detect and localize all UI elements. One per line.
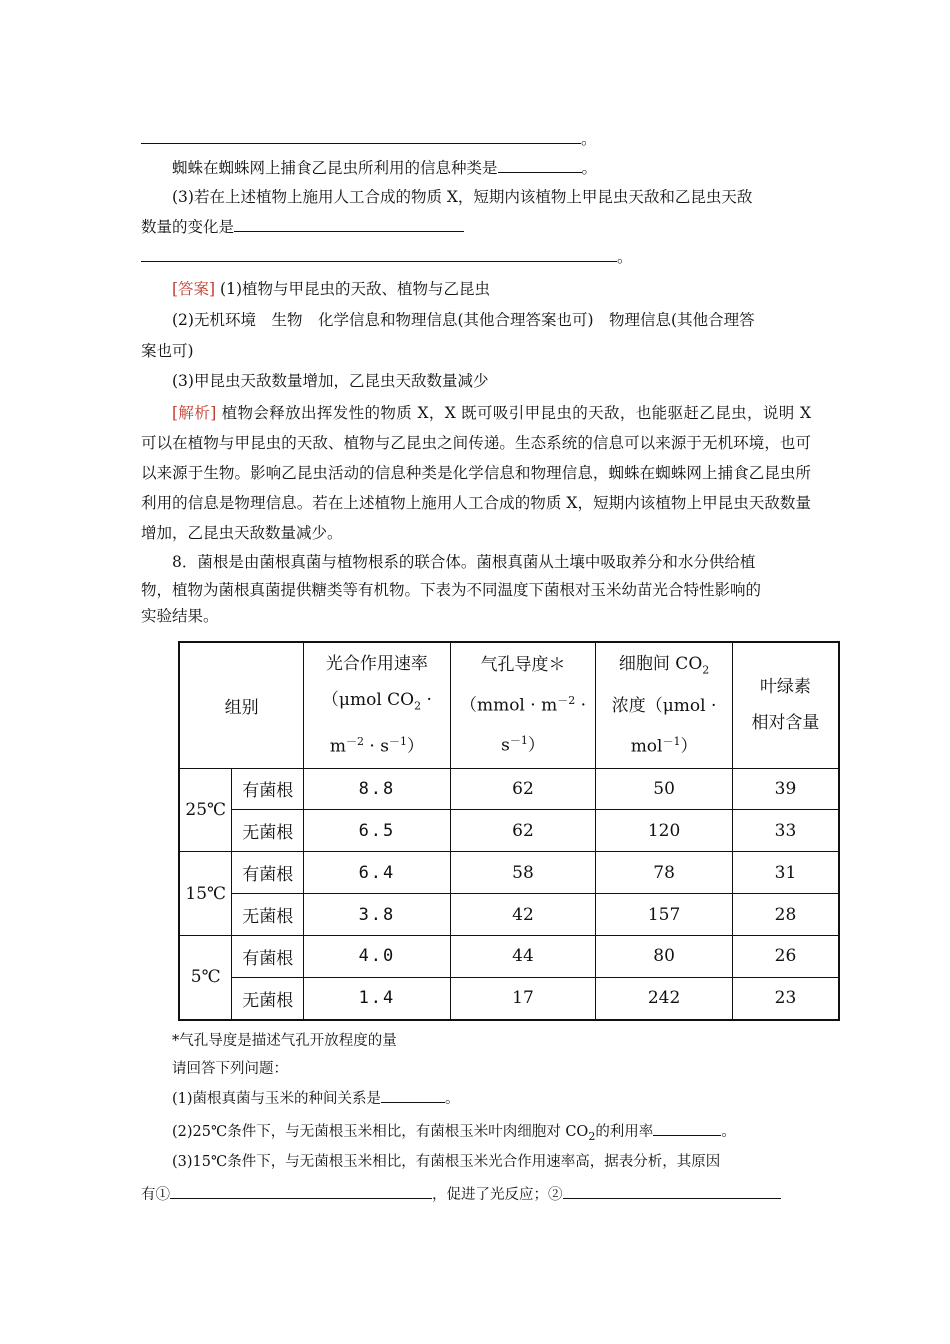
header-stomatal-conductance: 气孔导度＊ （mmol · $m^{-2}$ · $s^{-1}$）	[450, 642, 596, 768]
treatment-cell: 无菌根	[232, 894, 304, 936]
question-1: (1)菌根真菌与玉米的种间关系是 。	[172, 1087, 842, 1110]
blank-line-2: 。	[141, 246, 811, 268]
answer-2-line-2: 案也可)	[141, 342, 194, 360]
q8-line-2: 物，植物为菌根真菌提供糖类等有机物。下表为不同温度下菌根对玉米幼苗光合特性影响的	[141, 581, 762, 599]
answer-tag: [答案]	[172, 280, 216, 298]
blank-line-1: 。	[141, 128, 811, 150]
spider-question: 蜘蛛在蜘蛛网上捕食乙昆虫所利用的信息种类是 。	[172, 159, 598, 177]
stoma-cell: 58	[450, 852, 596, 894]
header-intercellular-co2: 细胞间 $CO_2$ 浓度（μmol · mol$^{-1}$）	[596, 642, 733, 768]
temperature-cell: 25℃	[179, 768, 232, 852]
answer-blank[interactable]	[381, 1087, 445, 1103]
chlorophyll-cell: 31	[732, 852, 839, 894]
chlorophyll-cell: 26	[732, 935, 839, 977]
stoma-cell: 17	[450, 977, 596, 1020]
answer-blank[interactable]	[498, 157, 582, 173]
co2-cell: 50	[596, 768, 733, 810]
co2-cell: 120	[596, 810, 733, 852]
stoma-cell: 62	[450, 768, 596, 810]
answer-1: [答案] (1)植物与甲昆虫的天敌、植物与乙昆虫	[172, 280, 491, 298]
chlorophyll-cell: 28	[732, 894, 839, 936]
rate-cell: 6.5	[304, 810, 451, 852]
q8-line-3: 实验结果。	[141, 607, 219, 625]
chlorophyll-cell: 39	[732, 768, 839, 810]
question-2: (2)25℃条件下，与无菌根玉米相比，有菌根玉米叶肉细胞对 $CO_2$的利用率 。	[172, 1120, 842, 1148]
answer-blank[interactable]	[653, 1120, 721, 1136]
answer-3: (3)甲昆虫天敌数量增加，乙昆虫天敌数量减少	[172, 372, 489, 390]
header-chlorophyll: 叶绿素 相对含量	[732, 642, 839, 768]
answer-blank[interactable]	[141, 128, 581, 144]
table-row	[179, 935, 839, 977]
answer-2-line-1: (2)无机环境 生物 化学信息和物理信息(其他合理答案也可) 物理信息(其他合理答	[172, 311, 755, 329]
co2-cell: 78	[596, 852, 733, 894]
answer-blank[interactable]	[563, 1183, 781, 1199]
analysis-tag: [解析]	[172, 404, 217, 422]
table-row	[179, 852, 839, 894]
results-table	[178, 641, 840, 1021]
q8-line-1: 8．菌根是由菌根真菌与植物根系的联合体。菌根真菌从土壤中吸取养分和水分供给植	[172, 553, 756, 571]
question-3-line-1: (3)若在上述植物上施用人工合成的物质 X，短期内该植物上甲昆虫天敌和乙昆虫天敌	[172, 188, 753, 206]
treatment-cell: 无菌根	[232, 810, 304, 852]
table-header-row	[179, 642, 839, 768]
chlorophyll-cell: 33	[732, 810, 839, 852]
rate-cell: 4.0	[304, 935, 451, 977]
rate-cell: 3.8	[304, 894, 451, 936]
header-photosynthesis-rate: 光合作用速率 （μmol $CO_2$ · $m^{-2} \cdot s^{-1}$）	[304, 642, 451, 768]
question-3-line-2: 有① ，促进了光反应；②	[141, 1183, 811, 1206]
table-row	[179, 768, 839, 810]
answer-blank[interactable]	[234, 216, 464, 232]
rate-cell: 1.4	[304, 977, 451, 1020]
analysis-paragraph: [解析] 植物会释放出挥发性的物质 X，X 既可吸引甲昆虫的天敌，也能驱赶乙昆虫，说明 X 可以在植物与甲昆虫的天敌、植物与乙昆虫之间传递。生态系统的信息可以来源于无机环境，也可以来源于生物。影响乙昆虫活动的信息种类是化学信息和物理信息，蜘蛛在蜘蛛网上捕食乙昆虫所利用的信息是物理信息。若在上述植物上施用人工合成的物质 X，短期内该植物上甲昆虫天敌数量增加，乙昆虫天敌数量减少。	[141, 404, 811, 542]
stoma-cell: 62	[450, 810, 596, 852]
treatment-cell: 有菌根	[232, 935, 304, 977]
question-3-line-1: (3)15℃条件下，与无菌根玉米相比，有菌根玉米光合作用速率高，据表分析，其原因	[172, 1154, 721, 1170]
stoma-cell: 42	[450, 894, 596, 936]
header-group: 组别	[179, 642, 304, 768]
answer-blank[interactable]	[141, 246, 617, 262]
treatment-cell: 无菌根	[232, 977, 304, 1020]
table-row	[179, 894, 839, 936]
stoma-cell: 44	[450, 935, 596, 977]
co2-cell: 157	[596, 894, 733, 936]
treatment-cell: 有菌根	[232, 852, 304, 894]
table-footnote: *气孔导度是描述气孔开放程度的量	[172, 1033, 397, 1049]
question-3-line-2: 数量的变化是	[141, 216, 811, 238]
rate-cell: 8.8	[304, 768, 451, 810]
chlorophyll-cell: 23	[732, 977, 839, 1020]
treatment-cell: 有菌根	[232, 768, 304, 810]
table-row	[179, 810, 839, 852]
temperature-cell: 15℃	[179, 852, 232, 936]
rate-cell: 6.4	[304, 852, 451, 894]
questions-prompt: 请回答下列问题：	[172, 1061, 288, 1077]
co2-cell: 242	[596, 977, 733, 1020]
answer-blank[interactable]	[170, 1183, 432, 1199]
table-row	[179, 977, 839, 1020]
co2-cell: 80	[596, 935, 733, 977]
temperature-cell: 5℃	[179, 935, 232, 1020]
